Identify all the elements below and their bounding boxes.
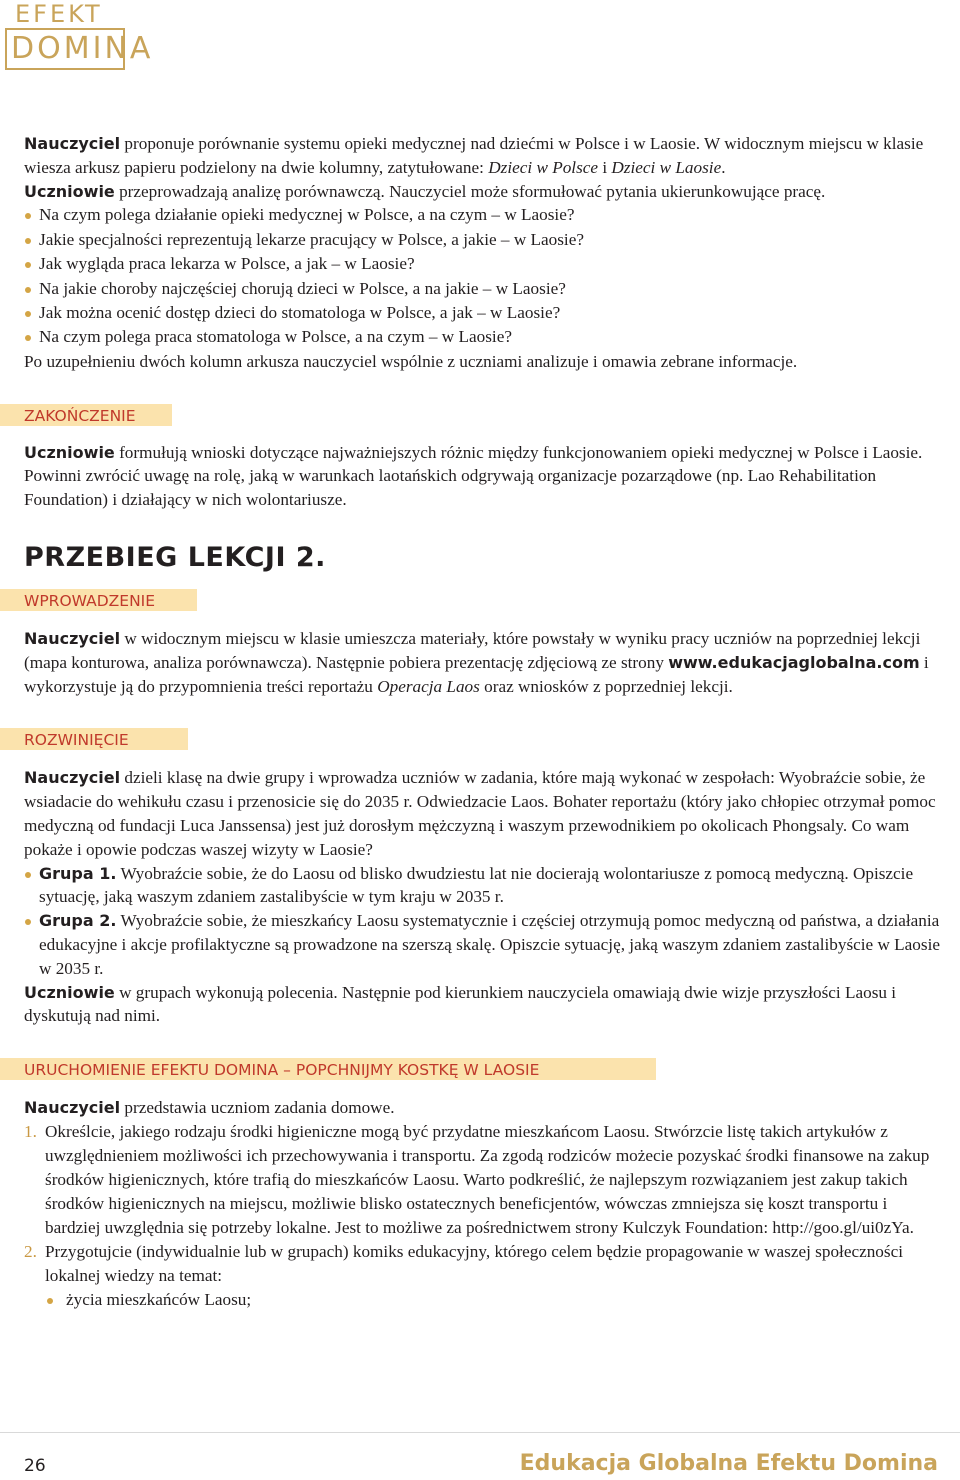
rozwiniecie-closing-lead: Uczniowie — [24, 982, 115, 1002]
section-heading-wprowadzenie — [24, 589, 944, 611]
wprowadzenie-italic: Operacja Laos — [377, 676, 480, 696]
heading-label: URUCHOMIENIE EFEKTU DOMINA – POPCHNIJMY KOSTKĘ W LAOSIE — [24, 1061, 540, 1080]
wprowadzenie-text-a: w widocznym miejscu w klasie umieszcza materiały, które powstały w wyniku pracy uczniów na poprzedniej lekcji (mapa konturowa, analiza porównawcza). Następnie pobiera prezentację zdjęciową ze strony — [24, 629, 921, 672]
item-number: 1. — [24, 1121, 37, 1141]
list-item: Na jakie choroby najczęściej chorują dzieci w Polsce, a na jakie – w Laosie? — [24, 277, 944, 301]
uruchomienie-lead: Nauczyciel — [24, 1098, 121, 1118]
footer-divider — [0, 1432, 960, 1433]
intro-lead-teacher: Nauczyciel — [24, 134, 121, 153]
rozwiniecie-closing — [24, 981, 944, 1029]
heading-label: ZAKOŃCZENIE — [24, 406, 136, 425]
homework-list — [24, 1120, 944, 1312]
uruchomienie-text: przedstawia uczniom zadania domowe. — [120, 1098, 395, 1118]
intro-paragraph-2 — [24, 180, 944, 204]
section-heading-zakonczenie — [24, 404, 944, 426]
group-text: Wyobraźcie sobie, że mieszkańcy Laosu systematycznie i częściej otrzymują pomoc medyczną od państwa, a działania edukacyjne i akcje profilaktyczne są prowadzone na szerszą skalę. Opiszcie sytuację, jaką waszym zdaniem zastalibyście w Laosie w 2035 r. — [39, 911, 940, 978]
logo-line-1: EFEKT — [15, 0, 103, 28]
footer-brand: Edukacja Globalna Efektu Domina — [519, 1451, 938, 1476]
list-item: Jak wygląda praca lekarza w Polsce, a jak – w Laosie? — [24, 252, 944, 276]
page-content — [24, 132, 944, 1312]
list-item: Jakie specjalności reprezentują lekarze pracujący w Polsce, a jakie – w Laosie? — [24, 228, 944, 252]
zakonczenie-paragraph — [24, 441, 944, 512]
efekt-domina-logo — [5, 0, 154, 72]
uruchomienie-paragraph — [24, 1096, 944, 1120]
list-item: Jak można ocenić dostęp dzieci do stomatologa w Polsce, a jak – w Laosie? — [24, 301, 944, 325]
wprowadzenie-text-c: oraz wniosków z poprzedniej lekcji. — [479, 676, 733, 696]
logo-line-2: DOMINA — [11, 31, 154, 66]
list-item: Na czym polega praca stomatologa w Polsce, a na czym – w Laosie? — [24, 325, 944, 349]
rozwiniecie-lead: Nauczyciel — [24, 768, 121, 788]
wprowadzenie-text-b: i wykorzystuje ją do przypomnienia treści reportażu — [24, 652, 929, 696]
intro-italic-2: Dzieci w Laosie — [611, 157, 722, 177]
wprowadzenie-paragraph — [24, 627, 944, 698]
page-number: 26 — [24, 1456, 46, 1476]
rozwiniecie-closing-text: w grupach wykonują polecenia. Następnie pod kierunkiem nauczyciela omawiają dwie wizje przyszłości Laosu i dyskutują nad nimi. — [24, 982, 897, 1026]
list-item — [24, 909, 944, 980]
lesson-2-title: PRZEBIEG LEKCJI 2. — [24, 542, 326, 574]
item-text: Przygotujcie (indywidualnie lub w grupach) komiks edukacyjny, którego celem będzie propagowanie w waszej społeczności lokalnej wiedzy na temat: — [45, 1241, 903, 1285]
list-item: życia mieszkańców Laosu; — [45, 1288, 944, 1312]
rozwiniecie-paragraph — [24, 766, 944, 861]
zakonczenie-lead: Uczniowie — [24, 442, 115, 462]
intro-text-a: proponuje porównanie systemu opieki medycznej nad dziećmi w Polsce i w Laosie. W widocznym miejscu w klasie wiesza arkusz papieru podzielony na dwie kolumny, zatytułowane: — [24, 134, 924, 177]
intro-text-c: . — [721, 157, 726, 177]
heading-label: WPROWADZENIE — [24, 592, 156, 611]
heading-label: ROZWINIĘCIE — [24, 731, 129, 750]
group-text: Wyobraźcie sobie, że do Laosu od blisko dwudziestu lat nie docierają wolontariusze z pomocą medyczną. Opiszcie sytuację, jaką waszym zdaniem zastalibyście w tym kraju w 2035 r. — [39, 863, 914, 907]
intro-text-b: i — [598, 157, 612, 177]
item-number: 2. — [24, 1241, 37, 1261]
list-item — [24, 1240, 944, 1312]
list-item — [24, 862, 944, 910]
list-item — [24, 1120, 944, 1240]
section-heading-uruchomienie — [24, 1058, 944, 1080]
group-label: Grupa 1. — [39, 863, 117, 883]
intro-lead-students: Uczniowie — [24, 181, 115, 201]
section-heading-rozwiniecie — [24, 728, 944, 750]
intro-italic-1: Dzieci w Polsce — [488, 157, 599, 177]
zakonczenie-text: formułują wnioski dotyczące najważniejszych różnic między funkcjonowaniem opieki medycznej w Polsce i Laosie. Powinni zwrócić uwagę na rolę, jaką w warunkach laotańskich odgrywają organizacje pozarządowe (np. Lao Rehabilitation Foundation) i działający w nich wolontariusze. — [24, 442, 923, 510]
group-list — [24, 862, 944, 981]
intro-text-2: przeprowadzają analizę porównawczą. Nauczyciel może sformułować pytania ukierunkowujące pracę. — [114, 181, 826, 201]
homework-sublist — [45, 1288, 944, 1312]
list-item: Na czym polega działanie opieki medycznej w Polsce, a na czym – w Laosie? — [24, 203, 944, 227]
wprowadzenie-lead: Nauczyciel — [24, 629, 121, 649]
group-label: Grupa 2. — [39, 911, 117, 931]
item-text: Określcie, jakiego rodzaju środki higieniczne mogą być przydatne mieszkańcom Laosu. Stwórzcie listę takich artykułów z uwzględnieniem możliwości ich przechowywania i transportu. Za zgodą rodziców możecie pozyskać środki finansowe na zakup środków higienicznych, które trafią do mieszkańców Laosu. Warto podkreślić, że najlepszym rozwiązaniem jest zakup takich środków higienicznych na miejscu, możliwie blisko ostatecznych beneficjentów, wówczas zmniejsza się koszt transportu i bardziej uwzględnia się potrzeby lokalne. Jest to możliwe za pośrednictwem strony Kulczyk Foundation: http://goo.gl/ui0zYa. — [45, 1121, 930, 1237]
question-list — [24, 203, 944, 349]
website-link[interactable]: www.edukacjaglobalna.com — [668, 652, 920, 672]
intro-paragraph-3: Po uzupełnieniu dwóch kolumn arkusza nauczyciel wspólnie z uczniami analizuje i omawia zebrane informacje. — [24, 351, 798, 371]
intro-paragraph-1 — [24, 132, 944, 180]
rozwiniecie-text: dzieli klasę na dwie grupy i wprowadza uczniów w zadania, które mają wykonać w zespołach: Wyobraźcie sobie, że wsiadacie do wehikułu czasu i przenosicie się do 2035 r. Odwiedzacie Laos. Bohater reportażu (który jako chłopiec otrzymał pomoc medyczną od fundacji Luca Janssensa) jest już dorosłym mężczyzną i waszym przewodnikiem po okolicach Phongsaly. Co wam pokaże i opowie podczas waszej wizyty w Laosie? — [24, 768, 936, 859]
